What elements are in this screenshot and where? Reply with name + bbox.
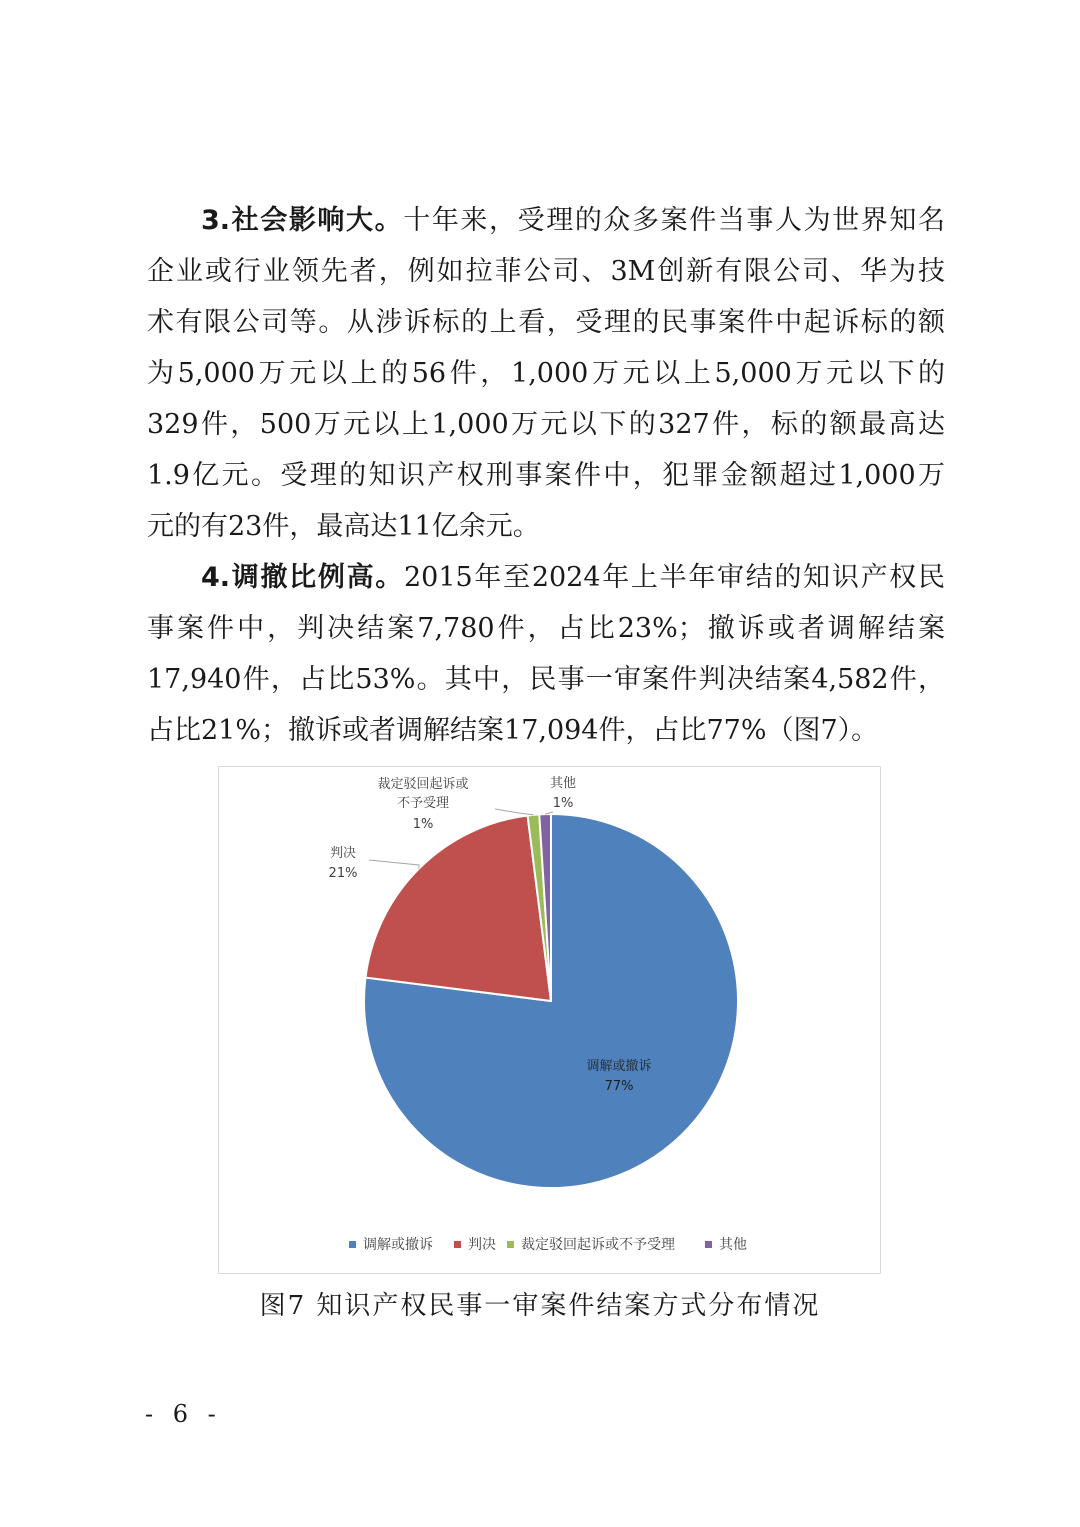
paragraph-line: 元的有23件，最高达11亿余元。	[147, 511, 540, 542]
paragraph-line: 术有限公司等。从涉诉标的上看，受理的民事案件中起诉标的额	[147, 307, 945, 338]
slice-label-value: 77%	[604, 1079, 634, 1095]
slice-label-name: 判决	[329, 846, 357, 861]
legend-label: 裁定驳回起诉或不予受理	[521, 1237, 675, 1253]
legend-label: 其他	[719, 1237, 747, 1253]
legend-swatch	[454, 1241, 461, 1248]
legend-label: 判决	[468, 1237, 496, 1253]
pie-chart-canvas	[219, 767, 882, 1275]
pie-chart	[218, 766, 881, 1274]
paragraph-withdrawal-ratio	[147, 552, 945, 756]
paragraph-line: 1.9亿元。受理的知识产权刑事案件中，犯罪金额超过1,000万	[147, 460, 945, 491]
pie-slice-1	[365, 815, 551, 1001]
slice-label-name: 不予受理	[396, 796, 450, 811]
slice-label-name: 调解或撤诉	[586, 1059, 652, 1075]
paragraph-lead: 4.调撤比例高。	[201, 562, 404, 593]
slice-label-name: 其他	[549, 776, 577, 791]
paragraph-social-impact	[147, 195, 945, 552]
legend-swatch	[349, 1241, 356, 1248]
paragraph-line: 17,940件，占比53%。其中，民事一审案件判决结案4,582件，	[147, 664, 945, 695]
leader-line	[495, 809, 533, 815]
paragraph-lead: 3.社会影响大。	[201, 205, 404, 236]
paragraph-line: 占比21%；撤诉或者调解结案17,094件，占比77%（图7）。	[147, 715, 879, 746]
slice-label-value: 1%	[412, 817, 434, 832]
legend-swatch	[507, 1241, 514, 1248]
paragraph-line: 事案件中，判决结案7,780件，占比23%；撤诉或者调解结案	[147, 613, 945, 644]
paragraph-line: 企业或行业领先者，例如拉菲公司、3M创新有限公司、华为技	[147, 256, 945, 287]
legend-swatch	[705, 1241, 712, 1248]
paragraph-line: 十年来，受理的众多案件当事人为世界知名	[403, 205, 945, 236]
figure-caption: 图7 知识产权民事一审案件结案方式分布情况	[259, 1291, 821, 1321]
legend-label: 调解或撤诉	[363, 1237, 433, 1253]
slice-label-value: 21%	[328, 866, 358, 881]
slice-label-value: 1%	[552, 796, 574, 811]
paragraph-line: 329件，500万元以上1,000万元以下的327件，标的额最高达	[147, 409, 945, 440]
paragraph-line: 2015年至2024年上半年审结的知识产权民	[403, 562, 945, 593]
paragraph-line: 为5,000万元以上的56件，1,000万元以上5,000万元以下的	[147, 358, 945, 389]
leader-line	[369, 860, 419, 869]
slice-label-name: 裁定驳回起诉或	[377, 777, 469, 792]
page-number: - 6 -	[145, 1400, 222, 1428]
